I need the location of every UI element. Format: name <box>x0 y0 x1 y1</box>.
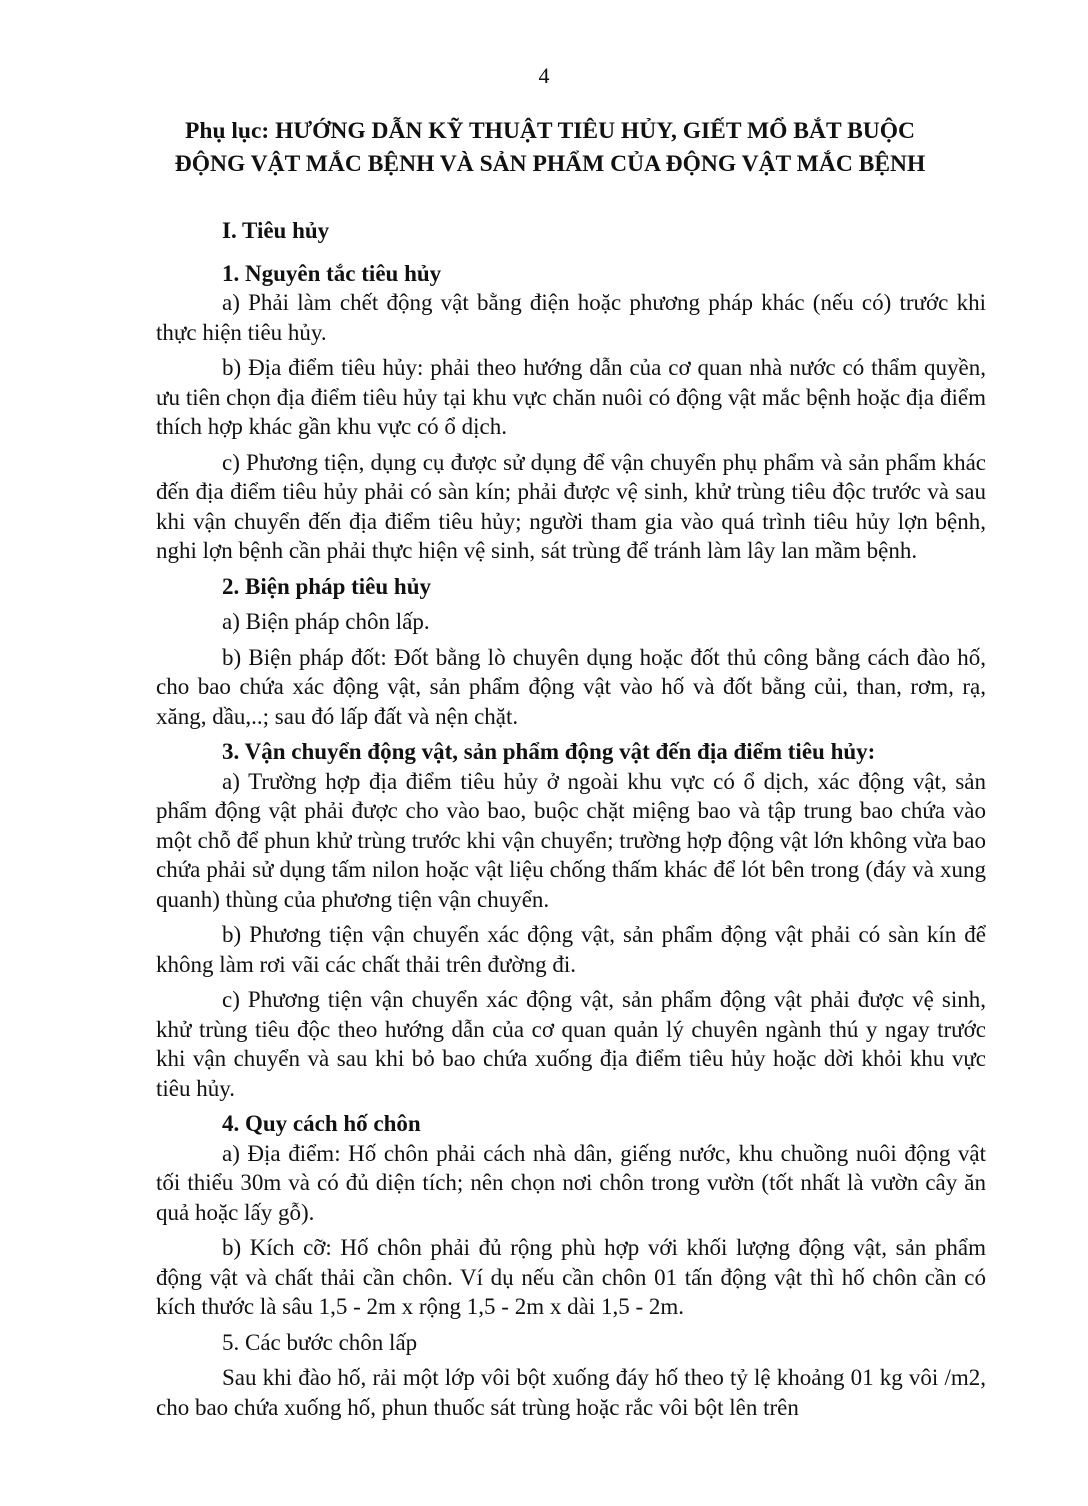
paragraph-5: Sau khi đào hố, rải một lớp vôi bột xuống đáy hố theo tỷ lệ khoảng 01 kg vôi /m2, cho bao chứa xuống hố, phun thuốc sát trùng hoặc rắc vôi bột lên trên <box>156 1365 986 1420</box>
paragraph-3a: a) Trường hợp địa điểm tiêu hủy ở ngoài khu vực có ổ dịch, xác động vật, sản phẩm động vật phải được cho vào bao, buộc chặt miệng bao và tập trung bao chứa vào một chỗ để phun khử trùng trước khi vận chuyển; trường hợp động vật lớn không vừa bao chứa phải sử dụng tấm nilon hoặc vật liệu chống thấm khác để lót bên trong (đáy và xung quanh) thùng của phương tiện vận chuyển. <box>156 768 986 912</box>
subsection-heading-1: 1. Nguyên tắc tiêu hủy <box>222 260 442 286</box>
appendix-title <box>120 115 980 181</box>
subsection-heading-2: 2. Biện pháp tiêu hủy <box>222 573 431 599</box>
paragraph-2b: b) Biện pháp đốt: Đốt bằng lò chuyên dụng hoặc đốt thủ công bằng cách đào hố, cho bao chứa xác động vật, sản phẩm động vật vào hố và đốt bằng củi, than, rơm, rạ, xăng, dầu,..; sau đó lấp đất và nện chặt. <box>156 644 986 729</box>
paragraph-3c: c) Phương tiện vận chuyển xác động vật, sản phẩm động vật phải được vệ sinh, khử trùng tiêu độc theo hướng dẫn của cơ quan quản lý chuyên ngành thú y ngay trước khi vận chuyển và sau khi bỏ bao chứa xuống địa điểm tiêu hủy hoặc dời khỏi khu vực tiêu hủy. <box>156 987 986 1101</box>
paragraph-1c: c) Phương tiện, dụng cụ được sử dụng để vận chuyển phụ phẩm và sản phẩm khác đến địa điểm tiêu hủy phải có sàn kín; phải được vệ sinh, khử trùng tiêu độc trước và sau khi vận chuyển đến địa điểm tiêu hủy; người tham gia vào quá trình tiêu hủy lợn bệnh, nghi lợn bệnh cần phải thực hiện vệ sinh, sát trùng để tránh làm lây lan mầm bệnh. <box>156 449 986 563</box>
paragraph-3b: b) Phương tiện vận chuyển xác động vật, sản phẩm động vật phải có sàn kín để không làm rơi vãi các chất thải trên đường đi. <box>156 922 986 977</box>
paragraph-2a: a) Biện pháp chôn lấp. <box>222 609 430 634</box>
section-heading-tieu-huy: I. Tiêu hủy <box>222 218 330 243</box>
paragraph-4a: a) Địa điểm: Hố chôn phải cách nhà dân, giếng nước, khu chuồng nuôi động vật tối thiểu 30m và có đủ diện tích; nên chọn nơi chôn trong vườn (tốt nhất là vườn cây ăn quả hoặc lấy gỗ). <box>156 1140 986 1225</box>
paragraph-1b: b) Địa điểm tiêu hủy: phải theo hướng dẫn của cơ quan nhà nước có thẩm quyền, ưu tiên chọn địa điểm tiêu hủy tại khu vực chăn nuôi có động vật mắc bệnh hoặc địa điểm thích hợp khác gần khu vực có ổ dịch. <box>156 355 986 439</box>
subsection-heading-4: 4. Quy cách hố chôn <box>222 1111 421 1136</box>
page-number: 4 <box>538 63 550 88</box>
subsection-heading-3: 3. Vận chuyển động vật, sản phẩm động vật đến địa điểm tiêu hủy: <box>222 739 876 764</box>
subsection-heading-5: 5. Các bước chôn lấp <box>222 1329 418 1355</box>
paragraph-4b: b) Kích cỡ: Hố chôn phải đủ rộng phù hợp với khối lượng động vật, sản phẩm động vật và chất thải cần chôn. Ví dụ nếu cần chôn 01 tấn động vật thì hố chôn cần có kích thước là sâu 1,5 - 2m x rộng 1,5 - 2m x dài 1,5 - 2m. <box>156 1235 986 1319</box>
document-body <box>156 216 986 1422</box>
paragraph-1a: a) Phải làm chết động vật bằng điện hoặc phương pháp khác (nếu có) trước khi thực hiện tiêu hủy. <box>156 290 986 345</box>
appendix-title-line-2: ĐỘNG VẬT MẮC BỆNH VÀ SẢN PHẨM CỦA ĐỘNG VẬT MẮC BỆNH <box>174 151 926 177</box>
appendix-title-line-1: Phụ lục: HƯỚNG DẪN KỸ THUẬT TIÊU HỦY, GIẾT MỔ BẮT BUỘC <box>185 118 915 144</box>
